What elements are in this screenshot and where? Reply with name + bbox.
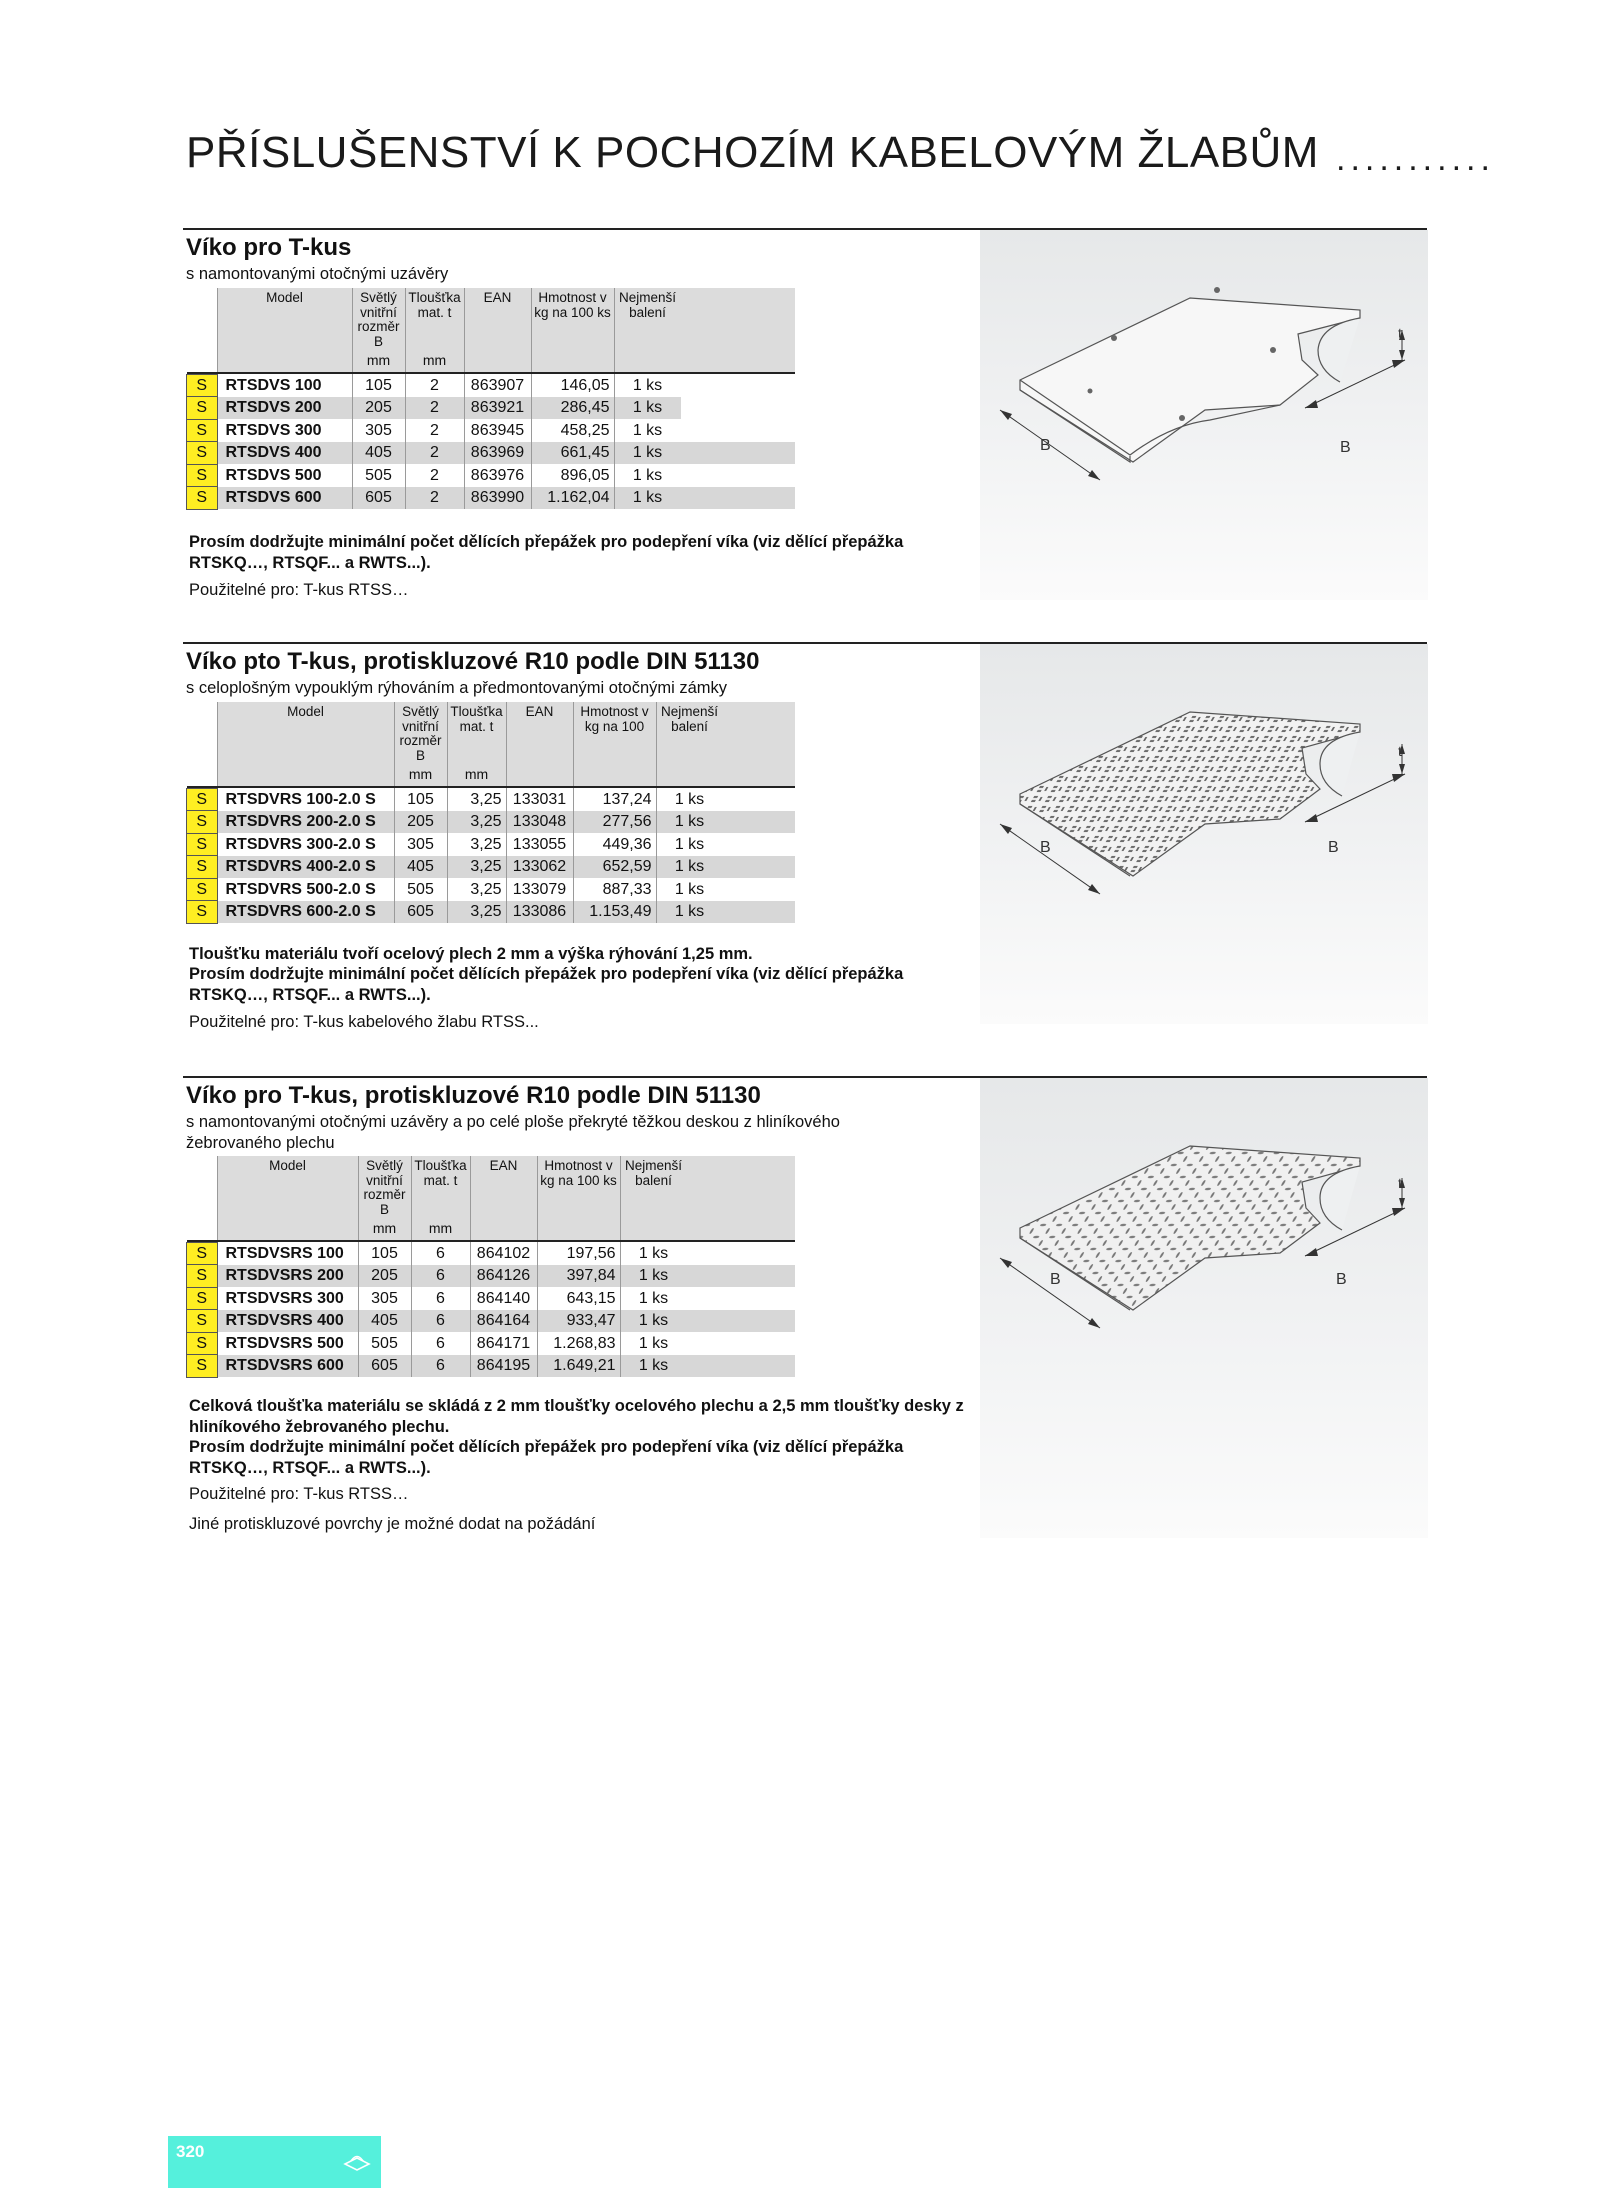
model-cell: RTSDVRS 100-2.0 S (225, 790, 376, 808)
section-cover-checker (0, 1076, 1600, 1556)
table-row (187, 374, 795, 397)
product-illustration (980, 1078, 1428, 1538)
section-subtitle: s celoplošným vypouklým rýhováním a předmontovanými otočnými zámky (186, 679, 728, 697)
page-title: PŘÍSLUŠENSTVÍ K POCHOZÍM KABELOVÝM ŽLABŮM (186, 128, 1319, 177)
table-row (187, 1355, 795, 1378)
width-cell: 105 (352, 374, 405, 397)
table-row (187, 1265, 795, 1288)
unit-model (217, 1217, 358, 1241)
thickness-cell: 3,25 (447, 811, 506, 834)
pack-cell: 1 ks (656, 811, 723, 834)
unit-width: mm (352, 349, 405, 373)
model-cell: RTSDVRS 400-2.0 S (217, 856, 394, 879)
model-cell: RTSDVS 300 (225, 421, 322, 439)
stock-flag: S (187, 1265, 218, 1288)
col-header-width: Světlý vnitřní rozměr B (358, 1156, 411, 1217)
stock-flag: S (187, 374, 218, 397)
page-number: 320 (176, 2142, 205, 2161)
width-cell: 105 (358, 1242, 411, 1265)
unit-model (217, 763, 394, 787)
weight-cell: 146,05 (531, 374, 614, 397)
weight-cell: 1.268,83 (537, 1332, 620, 1355)
col-header-pack: Nejmenší balení (656, 702, 723, 763)
model-cell: RTSDVS 200 (217, 397, 352, 420)
product-table (186, 288, 795, 510)
pack-cell: 1 ks (656, 856, 723, 879)
col-header-weight: Hmotnost v kg na 100 ks (531, 288, 614, 349)
ean-cell: 864164 (470, 1310, 537, 1333)
table-row (187, 1242, 795, 1265)
col-header-pack: Nejmenší balení (620, 1156, 687, 1217)
stock-flag: S (187, 419, 218, 442)
unit-weight (531, 349, 614, 373)
model-cell: RTSDVSRS 600 (217, 1355, 358, 1378)
col-header-model: Model (217, 1156, 358, 1217)
ean-cell: 133055 (506, 833, 573, 856)
title-dots: ........... (1336, 140, 1495, 178)
stock-flag: S (187, 442, 218, 465)
dimension-label-b: B (1040, 437, 1051, 454)
thickness-cell: 2 (405, 464, 464, 487)
unit-model (217, 349, 352, 373)
product-table (186, 702, 795, 924)
pack-cell: 1 ks (620, 1242, 687, 1265)
weight-cell: 277,56 (573, 811, 656, 834)
table-row (187, 811, 795, 834)
ean-cell: 864102 (470, 1242, 537, 1265)
ean-cell: 133086 (506, 901, 573, 924)
pack-cell: 1 ks (656, 788, 723, 811)
unit-ean (464, 349, 531, 373)
ean-cell: 133031 (506, 788, 573, 811)
width-cell: 405 (352, 442, 405, 465)
weight-cell: 643,15 (537, 1287, 620, 1310)
product-illustration (980, 644, 1428, 1024)
dimension-label-b: B (1340, 439, 1351, 456)
note: Jiné protiskluzové povrchy je možné dodat na požádání (189, 1515, 596, 1533)
stock-flag: S (187, 1355, 218, 1378)
model-cell: RTSDVRS 600-2.0 S (217, 901, 394, 924)
section-title: Víko pro T-kus, protiskluzové R10 podle DIN 51130 (186, 1082, 761, 1109)
col-header-weight: Hmotnost v kg na 100 (573, 702, 656, 763)
col-header-thickness: Tloušťka mat. t (411, 1156, 470, 1217)
weight-cell: 1.162,04 (531, 487, 614, 510)
dimension-label-t: t (1398, 325, 1402, 341)
col-header-ean: EAN (506, 702, 573, 763)
model-cell: RTSDVS 100 (225, 376, 322, 394)
width-cell: 605 (352, 487, 405, 510)
thickness-cell: 6 (411, 1287, 470, 1310)
thickness-cell: 6 (411, 1355, 470, 1378)
pack-cell: 1 ks (620, 1265, 687, 1288)
weight-cell: 1.649,21 (537, 1355, 620, 1378)
pack-cell: 1 ks (614, 487, 681, 510)
width-cell: 405 (358, 1310, 411, 1333)
pack-cell: 1 ks (614, 374, 681, 397)
note-bold: Tloušťku materiálu tvoří ocelový plech 2 mm a výška rýhování 1,25 mm. (189, 945, 753, 963)
model-cell: RTSDVSRS 300 (225, 1289, 344, 1307)
ean-cell: 864171 (470, 1332, 537, 1355)
table-row (187, 901, 795, 924)
model-cell: RTSDVRS 500-2.0 S (225, 880, 376, 898)
col-header-ean: EAN (464, 288, 531, 349)
table-row (187, 397, 795, 420)
thickness-cell: 2 (405, 442, 464, 465)
width-cell: 205 (352, 397, 405, 420)
model-cell: RTSDVSRS 100 (225, 1244, 344, 1262)
dimension-label-b: B (1336, 1271, 1347, 1288)
ean-cell: 863921 (464, 397, 531, 420)
stock-flag: S (187, 1332, 218, 1355)
pack-cell: 1 ks (656, 901, 723, 924)
section-cover-grooved (0, 642, 1600, 1042)
table-row (187, 1332, 795, 1355)
table-row (187, 878, 795, 901)
thickness-cell: 6 (411, 1242, 470, 1265)
weight-cell: 397,84 (537, 1265, 620, 1288)
stock-flag: S (187, 464, 218, 487)
ean-cell: 864195 (470, 1355, 537, 1378)
unit-thickness: mm (411, 1217, 470, 1241)
thickness-cell: 3,25 (447, 788, 506, 811)
note-bold: Prosím dodržujte minimální počet dělících přepážek pro podepření víka (viz dělící přepážka RTSKQ…, RTSQF... a RWTS...). (189, 965, 904, 1004)
thickness-cell: 3,25 (447, 901, 506, 924)
width-cell: 105 (394, 788, 447, 811)
weight-cell: 661,45 (531, 442, 614, 465)
unit-pack (656, 763, 723, 787)
section-subtitle: s namontovanými otočnými uzávěry (186, 265, 449, 283)
table-row (187, 1310, 795, 1333)
model-cell: RTSDVRS 300-2.0 S (225, 835, 376, 853)
col-header-width: Světlý vnitřní rozměr B (394, 702, 447, 763)
ean-cell: 864126 (470, 1265, 537, 1288)
width-cell: 205 (394, 811, 447, 834)
ean-cell: 863945 (464, 419, 531, 442)
width-cell: 405 (394, 856, 447, 879)
ean-cell: 863969 (464, 442, 531, 465)
stock-flag: S (187, 1287, 218, 1310)
width-cell: 505 (358, 1332, 411, 1355)
cable-tray-icon (342, 2148, 372, 2174)
note-bold: Celková tloušťka materiálu se skládá z 2 mm tloušťky ocelového plechu a 2,5 mm tloušťky desky z hliníkového žebrovaného plechu. (189, 1397, 964, 1436)
model-cell: RTSDVRS 200-2.0 S (217, 811, 394, 834)
pack-cell: 1 ks (656, 878, 723, 901)
section-cover-plain (0, 228, 1600, 608)
stock-flag: S (187, 1242, 218, 1265)
ean-cell: 133062 (506, 856, 573, 879)
table-row (187, 856, 795, 879)
ean-cell: 863976 (464, 464, 531, 487)
table-row (187, 419, 795, 442)
stock-flag: S (187, 1310, 218, 1333)
thickness-cell: 6 (411, 1265, 470, 1288)
note: Použitelné pro: T-kus RTSS… (189, 581, 409, 599)
weight-cell: 197,56 (537, 1242, 620, 1265)
section-title: Víko pto T-kus, protiskluzové R10 podle DIN 51130 (186, 648, 760, 675)
model-cell: RTSDVSRS 500 (225, 1334, 344, 1352)
col-header-model: Model (217, 288, 352, 349)
stock-flag: S (187, 856, 218, 879)
col-header-model: Model (217, 702, 394, 763)
width-cell: 605 (358, 1355, 411, 1378)
width-cell: 505 (352, 464, 405, 487)
stock-flag: S (187, 788, 218, 811)
width-cell: 305 (394, 833, 447, 856)
unit-pack (620, 1217, 687, 1241)
thickness-cell: 2 (405, 397, 464, 420)
stock-flag: S (187, 487, 218, 510)
thickness-cell: 3,25 (447, 833, 506, 856)
pack-cell: 1 ks (614, 397, 681, 420)
table-row (187, 487, 795, 510)
t-piece-cover-drawing (980, 230, 1428, 600)
model-cell: RTSDVSRS 400 (217, 1310, 358, 1333)
col-header-ean: EAN (470, 1156, 537, 1217)
width-cell: 205 (358, 1265, 411, 1288)
thickness-cell: 6 (411, 1332, 470, 1355)
width-cell: 305 (352, 419, 405, 442)
section-title: Víko pro T-kus (186, 234, 352, 261)
col-header-weight: Hmotnost v kg na 100 ks (537, 1156, 620, 1217)
weight-cell: 652,59 (573, 856, 656, 879)
unit-ean (506, 763, 573, 787)
width-cell: 605 (394, 901, 447, 924)
weight-cell: 458,25 (531, 419, 614, 442)
model-cell: RTSDVS 500 (225, 466, 322, 484)
table-row (187, 833, 795, 856)
pack-cell: 1 ks (620, 1287, 687, 1310)
unit-pack (614, 349, 681, 373)
t-piece-cover-checker-drawing (980, 1078, 1428, 1538)
weight-cell: 896,05 (531, 464, 614, 487)
table-row (187, 788, 795, 811)
stock-flag: S (187, 811, 218, 834)
col-header-pack: Nejmenší balení (614, 288, 681, 349)
thickness-cell: 3,25 (447, 856, 506, 879)
footer-tab (168, 2136, 381, 2188)
note: Použitelné pro: T-kus kabelového žlabu RTSS... (189, 1013, 539, 1031)
col-header-thickness: Tloušťka mat. t (405, 288, 464, 349)
ean-cell: 133048 (506, 811, 573, 834)
dimension-label-b: B (1040, 839, 1051, 856)
pack-cell: 1 ks (614, 442, 681, 465)
ean-cell: 863990 (464, 487, 531, 510)
unit-width: mm (394, 763, 447, 787)
note-bold: Prosím dodržujte minimální počet dělících přepážek pro podepření víka (viz dělící přepážka RTSKQ…, RTSQF... a RWTS...). (189, 1438, 904, 1477)
unit-weight (537, 1217, 620, 1241)
dimension-label-t: t (1398, 1175, 1402, 1191)
thickness-cell: 3,25 (447, 878, 506, 901)
thickness-cell: 2 (405, 487, 464, 510)
width-cell: 505 (394, 878, 447, 901)
col-header-width: Světlý vnitřní rozměr B (352, 288, 405, 349)
stock-flag: S (187, 397, 218, 420)
pack-cell: 1 ks (620, 1310, 687, 1333)
table-row (187, 464, 795, 487)
table-row (187, 442, 795, 465)
unit-weight (573, 763, 656, 787)
model-cell: RTSDVS 600 (217, 487, 352, 510)
model-cell: RTSDVSRS 200 (217, 1265, 358, 1288)
weight-cell: 1.153,49 (573, 901, 656, 924)
product-illustration (980, 230, 1428, 600)
weight-cell: 137,24 (573, 788, 656, 811)
weight-cell: 887,33 (573, 878, 656, 901)
dimension-label-b: B (1328, 839, 1339, 856)
stock-flag: S (187, 901, 218, 924)
unit-thickness: mm (447, 763, 506, 787)
weight-cell: 933,47 (537, 1310, 620, 1333)
thickness-cell: 2 (405, 419, 464, 442)
model-cell: RTSDVS 400 (217, 442, 352, 465)
ean-cell: 864140 (470, 1287, 537, 1310)
note-bold: Prosím dodržujte minimální počet dělících přepážek pro podepření víka (viz dělící přepážka RTSKQ…, RTSQF... a RWTS...). (189, 533, 904, 572)
pack-cell: 1 ks (656, 833, 723, 856)
weight-cell: 449,36 (573, 833, 656, 856)
weight-cell: 286,45 (531, 397, 614, 420)
pack-cell: 1 ks (620, 1332, 687, 1355)
note: Použitelné pro: T-kus RTSS… (189, 1485, 409, 1503)
pack-cell: 1 ks (614, 464, 681, 487)
pack-cell: 1 ks (620, 1355, 687, 1378)
unit-thickness: mm (405, 349, 464, 373)
thickness-cell: 6 (411, 1310, 470, 1333)
stock-flag: S (187, 878, 218, 901)
dimension-label-t: t (1398, 743, 1402, 759)
table-row (187, 1287, 795, 1310)
unit-ean (470, 1217, 537, 1241)
thickness-cell: 2 (405, 374, 464, 397)
t-piece-cover-grooved-drawing (980, 644, 1428, 1024)
col-header-thickness: Tloušťka mat. t (447, 702, 506, 763)
section-subtitle: s namontovanými otočnými uzávěry a po celé ploše překryté těžkou deskou z hliníkového žebrovaného plechu (186, 1113, 840, 1152)
pack-cell: 1 ks (614, 419, 681, 442)
dimension-label-b: B (1050, 1271, 1061, 1288)
width-cell: 305 (358, 1287, 411, 1310)
stock-flag: S (187, 833, 218, 856)
ean-cell: 863907 (464, 374, 531, 397)
product-table (186, 1156, 795, 1378)
ean-cell: 133079 (506, 878, 573, 901)
unit-width: mm (358, 1217, 411, 1241)
